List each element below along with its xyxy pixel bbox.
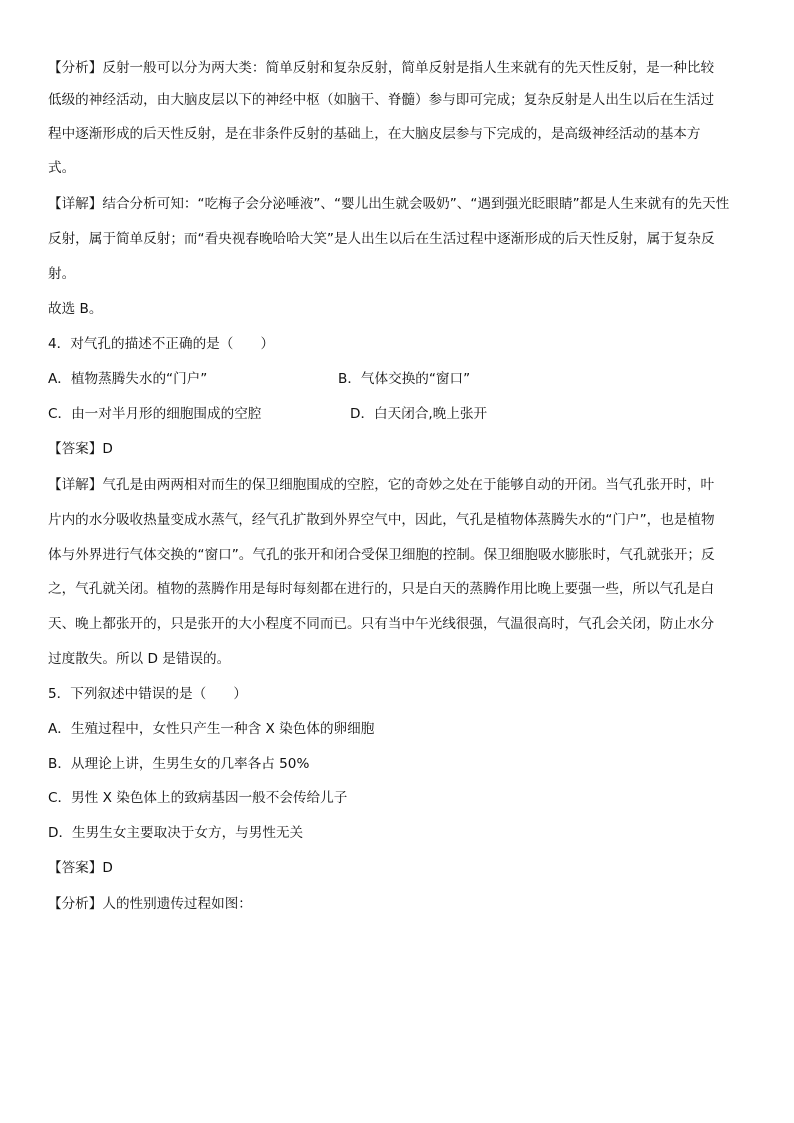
q4-detail-line: 过度散失。所以 D 是错误的。: [48, 651, 231, 667]
q3-analysis-line: 低级的神经活动，由大脑皮层以下的神经中枢（如脑干、脊髓）参与即可完成；复杂反射是人出生以后在生活过: [48, 92, 715, 108]
q4-stem: 4．对气孔的描述不正确的是（ ）: [48, 336, 275, 352]
q4-detail-line: 【详解】气孔是由两两相对而生的保卫细胞围成的空腔，它的奇妙之处在于能够自动的开闭。当气孔张开时，叶: [48, 477, 715, 493]
q3-choice: 故选 B。: [48, 301, 103, 317]
q5-analysis: 【分析】人的性别遗传过程如图：: [48, 896, 252, 912]
q4-option-d: D．白天闭合,晚上张开: [350, 406, 488, 422]
q4-option-c: C．由一对半月形的细胞围成的空腔: [48, 406, 262, 422]
q4-answer: 【答案】D: [48, 441, 113, 457]
q5-stem: 5．下列叙述中错误的是（ ）: [48, 686, 247, 702]
q3-detail-line: 射。: [48, 266, 76, 282]
q3-analysis-line: 式。: [48, 160, 76, 176]
q4-option-b: B．气体交换的“窗口”: [338, 371, 471, 387]
q4-detail-line: 之，气孔就关闭。植物的蒸腾作用是每时每刻都在进行的，只是白天的蒸腾作用比晚上要强一些，所以气孔是白: [48, 581, 715, 597]
q4-option-a: A．植物蒸腾失水的“门户”: [48, 371, 208, 387]
q3-analysis-line: 程中逐渐形成的后天性反射，是在非条件反射的基础上，在大脑皮层参与下完成的，是高级神经活动的基本方: [48, 126, 701, 142]
q4-detail-line: 片内的水分吸收热量变成水蒸气，经气孔扩散到外界空气中，因此，气孔是植物体蒸腾失水的“门户”，也是植物: [48, 512, 715, 528]
q5-option-b: B．从理论上讲，生男生女的几率各占 50%: [48, 756, 310, 772]
q5-answer: 【答案】D: [48, 860, 113, 876]
q4-detail-line: 体与外界进行气体交换的“窗口”。气孔的张开和闭合受保卫细胞的控制。保卫细胞吸水膨胀时，气孔就张开；反: [48, 547, 715, 563]
q3-detail-line: 【详解】结合分析可知：“吃梅子会分泌唾液”、“婴儿出生就会吸奶”、“遇到强光眨眼睛”都是人生来就有的先天性: [48, 196, 730, 212]
q3-detail-line: 反射，属于简单反射；而“看央视春晚哈哈大笑”是人出生以后在生活过程中逐渐形成的后天性反射，属于复杂反: [48, 231, 715, 247]
q3-analysis-line: 【分析】反射一般可以分为两大类：简单反射和复杂反射，简单反射是指人生来就有的先天性反射，是一种比较: [48, 60, 715, 76]
q5-option-a: A．生殖过程中，女性只产生一种含 X 染色体的卵细胞: [48, 721, 375, 737]
q5-option-c: C．男性 X 染色体上的致病基因一般不会传给儿子: [48, 790, 348, 806]
q4-detail-line: 天、晚上都张开的，只是张开的大小程度不同而已。只有当中午光线很强，气温很高时，气孔会关闭，防止水分: [48, 616, 715, 632]
q5-option-d: D．生男生女主要取决于女方，与男性无关: [48, 825, 304, 841]
